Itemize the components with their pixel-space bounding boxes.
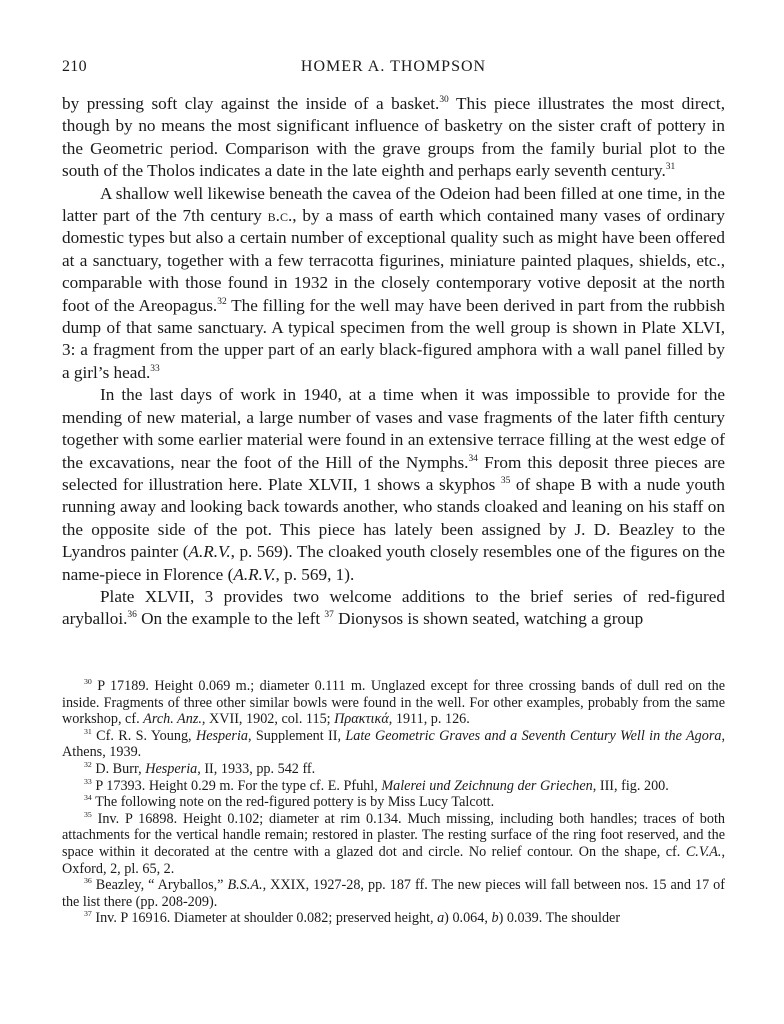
- citation-italic: a: [437, 910, 445, 927]
- footnote-ref-37: 37: [324, 610, 334, 621]
- footnote-ref-31: 31: [665, 162, 676, 173]
- text-run: , 1911, p. 126.: [388, 711, 470, 728]
- text-run: ) 0.064,: [444, 910, 492, 927]
- text-run: Cf. R. S. Young,: [91, 727, 196, 744]
- citation-italic: A.R.V.: [233, 564, 276, 584]
- footnote-number: 30: [84, 677, 92, 687]
- text-run: , Supplement II,: [247, 727, 346, 744]
- text-run: , p. 569, 1).: [275, 564, 355, 584]
- footnote-number: 36: [84, 876, 92, 886]
- citation-italic: Late Geometric Graves and a Seventh Century Well in the Agora: [345, 727, 722, 744]
- text-run: by pressing soft clay against the inside of a basket.: [62, 94, 440, 113]
- citation-italic: Hesperia: [195, 727, 248, 744]
- text-run: , II, 1933, pp. 542 ff.: [197, 760, 316, 777]
- text-run: Beazley, “ Aryballos,”: [91, 877, 228, 894]
- text-run: , Athens, 1939.: [62, 727, 725, 761]
- text-run: The filling for the well may have been derived in part from the rubbish dump of that same sanctuary. A typical specimen from the well group is shown in Plate XLVI, 3: a fragment from the upper part of an early black-figured amphora with a wall panel filled by a girl’s head.: [62, 295, 725, 382]
- footnote-number: 35: [84, 809, 92, 819]
- text-run: , by a mass of earth which contained many vases of ordinary domestic types but also a certain number of exceptional quality such as might have been offered at a sanctuary, together with a few terracotta figurines, miniature painted plaques, shields, etc., comparable with those found in 1932 in the closely contemporary votive deposit at the north foot of the Areopagus.: [62, 206, 725, 315]
- footnotes: [62, 678, 725, 927]
- footnote-ref-30: 30: [439, 94, 449, 105]
- footnote-number: 33: [84, 776, 92, 786]
- citation-italic: Malerei und Zeichnung der Griechen: [381, 777, 593, 794]
- text-run: In the last days of work in 1940, at a time when it was impossible to provide for the mending of new material, a large number of vases and vase fragments of the later fifth century together with some earlier material were found in an extensive terrace filling at the west edge of the excavations, near the foot of the Hill of the Nymphs.: [62, 385, 725, 472]
- text-run: The following note on the red-figured pottery is by Miss Lucy Talcott.: [91, 794, 495, 811]
- footnote-32: [62, 761, 725, 778]
- footnote-number: 37: [84, 909, 92, 919]
- footnote-30: [62, 678, 725, 728]
- text-run: P 17189. Height 0.069 m.; diameter 0.111 m. Unglazed except for three crossing bands of dull red on the inside. Fragments of three other similar bowls were found in the well. For other examples, probably from the same workshop, cf.: [62, 678, 725, 728]
- citation-italic: A.R.V.: [188, 542, 231, 562]
- citation-italic: C.V.A.: [685, 843, 722, 860]
- era-abbreviation: b.c.: [267, 206, 293, 226]
- text-run: of shape B with a nude youth running away and looking back towards another, who stands cloaked and leaning on his staff on the opposite side of the pot. This piece has lately been assigned by J. D. Beazley to the Lyandros painter (: [62, 474, 725, 562]
- footnote-number: 34: [84, 793, 92, 803]
- footnote-36: [62, 877, 725, 910]
- footnote-ref-34: 34: [468, 453, 478, 464]
- footnote-33: [62, 778, 725, 795]
- text-run: A shallow well likewise beneath the cavea of the Odeion had been filled at one time, in the latter part of the 7th century: [62, 183, 725, 226]
- text-run: Inv. P 16916. Diameter at shoulder 0.082; preserved height,: [91, 910, 438, 927]
- footnote-34: [62, 794, 725, 811]
- citation-italic: Hesperia: [145, 760, 198, 777]
- text-run: Plate XLVII, 3 provides two welcome additions to the brief series of red-figured aryballoi.: [62, 586, 725, 629]
- footnote-35: [62, 811, 725, 877]
- text-run: On the example to the left: [136, 609, 325, 629]
- footnote-ref-33: 33: [150, 363, 160, 374]
- text-run: ) 0.039. The shoulder: [498, 910, 621, 927]
- text-run: , p. 569). The cloaked youth closely resembles one of the figures on the name-piece in Florence (: [62, 542, 725, 584]
- page-header: [62, 58, 725, 82]
- text-run: , XXIX, 1927-28, pp. 187 ff. The new pieces will fall between nos. 15 and 17 of the list there (pp. 208-209).: [62, 877, 725, 910]
- text-run: , Oxford, 2, pl. 65, 2.: [62, 843, 725, 877]
- text-run: P 17393. Height 0.29 m. For the type cf. E. Pfuhl,: [91, 777, 382, 794]
- footnote-37: [62, 910, 725, 927]
- text-run: Inv. P 16898. Height 0.102; diameter at rim 0.134. Much missing, including both handles; traces of both attachments for the vertical handle remain; restored in plaster. The resting surface of the ring foot reserved, and the space within it decorated at the centre with a glazed dot and circle. No relief contour. On the shape, cf.: [62, 810, 725, 860]
- footnote-ref-32: 32: [217, 296, 227, 307]
- text-run: Dionysos is shown seated, watching a group: [333, 609, 644, 629]
- citation-italic: b: [491, 910, 499, 927]
- running-head: HOMER A. THOMPSON: [300, 58, 487, 75]
- footnote-ref-35: 35: [500, 475, 511, 486]
- citation-italic: Πρακτικά: [334, 711, 389, 728]
- footnote-31: [62, 728, 725, 761]
- text-run: From this deposit three pieces are selected for illustration here. Plate XLVII, 1 shows a skyphos: [62, 452, 725, 494]
- page-number: 210: [62, 58, 87, 75]
- paragraph-1: [62, 93, 725, 183]
- paragraph-2: [62, 183, 725, 385]
- paragraph-3: [62, 384, 725, 586]
- text-run: , III, fig. 200.: [592, 777, 669, 794]
- footnote-number: 32: [84, 760, 92, 770]
- text-run: D. Burr,: [91, 760, 146, 777]
- text-run: , XVII, 1902, col. 115;: [201, 711, 335, 728]
- footnote-ref-36: 36: [127, 610, 137, 621]
- footnote-number: 31: [84, 726, 92, 736]
- paragraph-4: [62, 586, 725, 631]
- main-text: [62, 93, 725, 631]
- text-run: This piece illustrates the most direct, though by no means the most significant influence of basketry on the sister craft of pottery in the Geometric period. Comparison with the grave groups from the family burial plot to the south of the Tholos indicates a date in the late eighth and perhaps early seventh century.: [62, 94, 725, 181]
- citation-italic: B.S.A.: [227, 877, 263, 894]
- citation-italic: Arch. Anz.: [143, 711, 202, 728]
